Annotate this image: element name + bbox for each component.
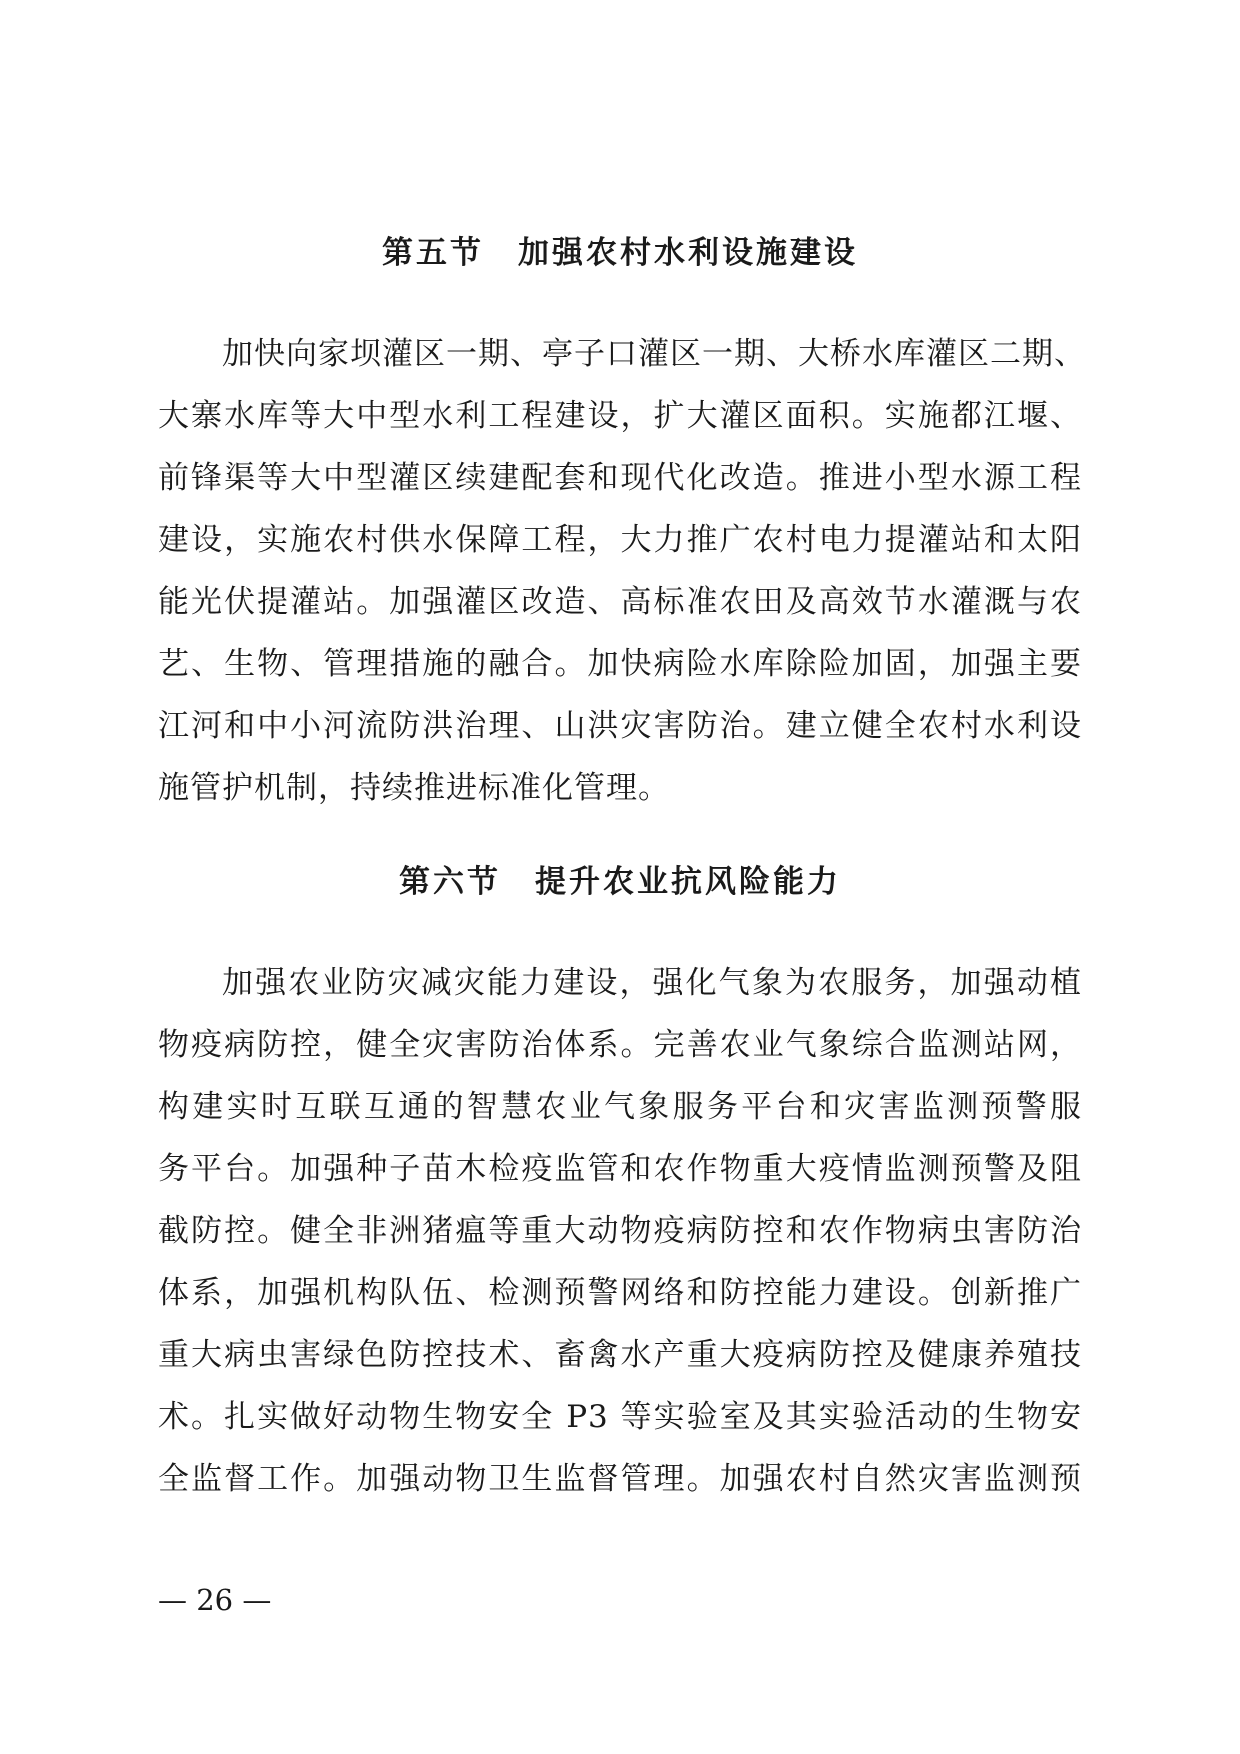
paragraph-line: 建设，实施农村供水保障工程，大力推广农村电力提灌站和太阳 — [158, 522, 1082, 558]
section-heading-6: 第六节 提升农业抗风险能力 — [399, 864, 841, 900]
page-number: — 26 — — [158, 1583, 272, 1617]
paragraph-line: 艺、生物、管理措施的融合。加快病险水库除险加固，加强主要 — [158, 646, 1082, 682]
section-heading-5: 第五节 加强农村水利设施建设 — [382, 235, 858, 271]
paragraph-line: 施管护机制，持续推进标准化管理。 — [158, 770, 670, 806]
section-5-paragraph — [158, 323, 1086, 819]
paragraph-line: 体系，加强机构队伍、检测预警网络和防控能力建设。创新推广 — [158, 1275, 1082, 1311]
paragraph-line: 物疫病防控，健全灾害防治体系。完善农业气象综合监测站网， — [158, 1027, 1082, 1063]
paragraph-line: 加强农业防灾减灾能力建设，强化气象为农服务，加强动植 — [222, 965, 1082, 1001]
paragraph-line: 能光伏提灌站。加强灌区改造、高标准农田及高效节水灌溉与农 — [158, 584, 1082, 620]
paragraph-line: 截防控。健全非洲猪瘟等重大动物疫病防控和农作物病虫害防治 — [158, 1213, 1082, 1249]
paragraph-line: 全监督工作。加强动物卫生监督管理。加强农村自然灾害监测预 — [158, 1461, 1082, 1497]
paragraph-line: 大寨水库等大中型水利工程建设，扩大灌区面积。实施都江堰、 — [158, 398, 1082, 434]
paragraph-line: 前锋渠等大中型灌区续建配套和现代化改造。推进小型水源工程 — [158, 460, 1082, 496]
paragraph-line: 加快向家坝灌区一期、亭子口灌区一期、大桥水库灌区二期、 — [222, 336, 1086, 372]
paragraph-line: 构建实时互联互通的智慧农业气象服务平台和灾害监测预警服 — [158, 1089, 1082, 1125]
paragraph-line: 务平台。加强种子苗木检疫监管和农作物重大疫情监测预警及阻 — [158, 1151, 1082, 1187]
paragraph-line: 江河和中小河流防洪治理、山洪灾害防治。建立健全农村水利设 — [158, 708, 1082, 744]
paragraph-line: 术。扎实做好动物生物安全 P3 等实验室及其实验活动的生物安 — [158, 1399, 1082, 1435]
paragraph-line: 重大病虫害绿色防控技术、畜禽水产重大疫病防控及健康养殖技 — [158, 1337, 1082, 1373]
section-6-paragraph — [158, 952, 1082, 1510]
